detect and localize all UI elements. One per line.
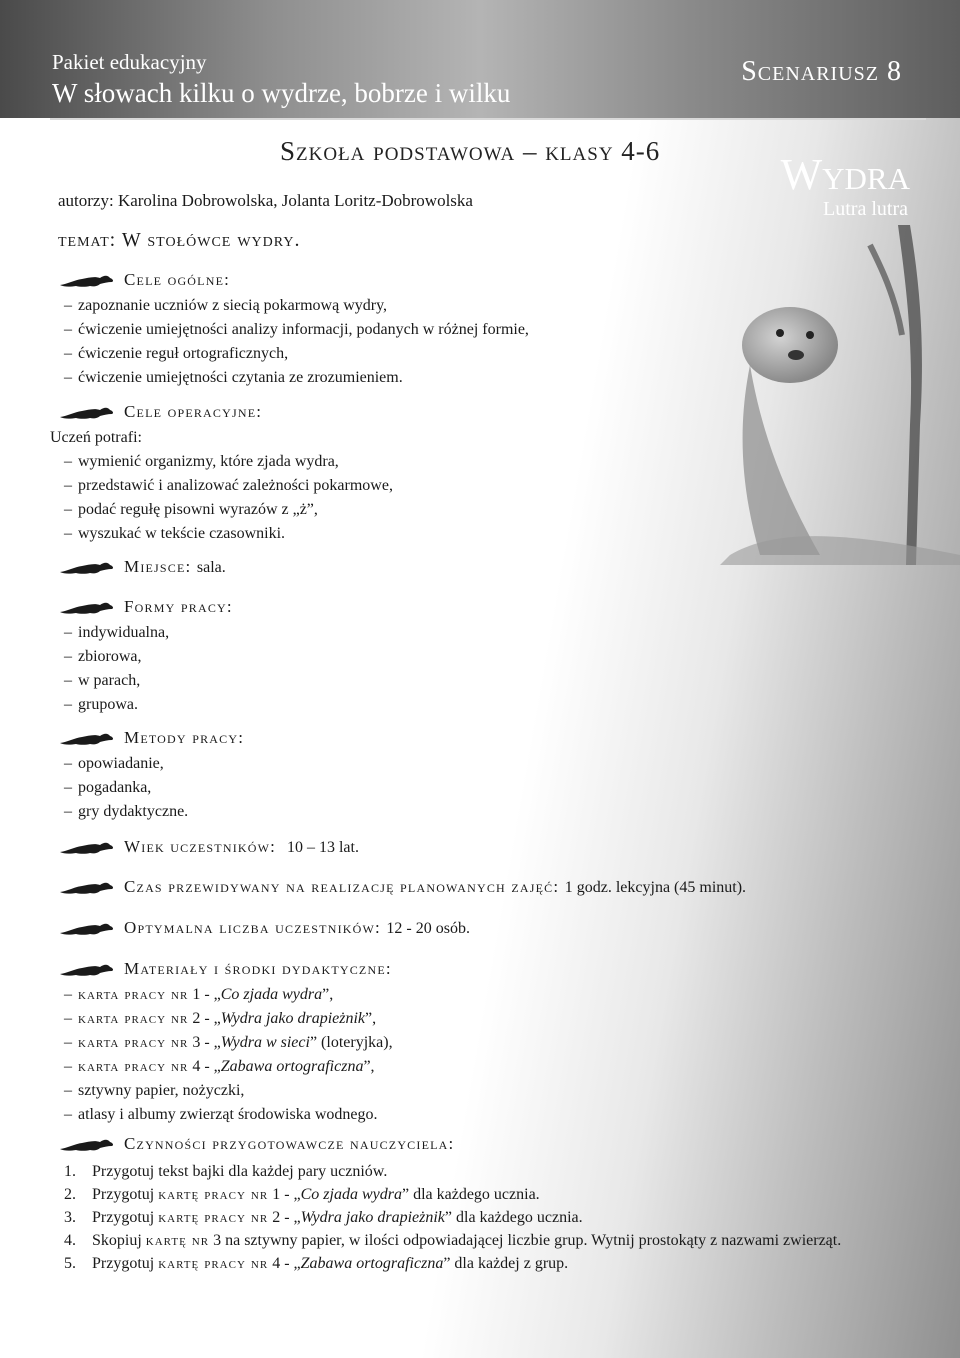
section-title: Wiek uczestników: (124, 837, 277, 856)
list-item: – zapoznanie uczniów z siecią pokarmową wydry, (58, 294, 529, 318)
list-item: – podać regułę pisowni wyrazów z „ż”, (58, 498, 393, 522)
list-item: – wyszukać w tekście czasowniki. (58, 522, 393, 546)
section-methods (58, 728, 244, 824)
section-general-goals (58, 270, 529, 390)
section-value: sala. (196, 559, 226, 576)
otter-icon (58, 879, 116, 895)
list-item: – ćwiczenie umiejętności analizy informacji, podanych w różnej formie, (58, 318, 529, 342)
list-item: – grupowa. (58, 693, 233, 717)
section-title: Metody pracy: (124, 728, 245, 747)
section-age (58, 837, 359, 857)
section-value: 10 – 13 lat. (286, 839, 359, 856)
otter-icon (58, 839, 116, 855)
section-place (58, 557, 226, 577)
school-level: Szkoła podstawowa – klasy 4-6 (280, 136, 661, 166)
worksheet-item: – karta pracy nr 1 - „Co zjada wydra”, (58, 983, 393, 1007)
section-title: Czynności przygotowawcze nauczyciela: (124, 1134, 455, 1153)
list-item: – ćwiczenie umiejętności czytania ze zrozumieniem. (58, 366, 529, 390)
prep-step: 5. Przygotuj kartę pracy nr 4 - „Zabawa ortograficzna” dla każdej z grup. (64, 1255, 569, 1272)
otter-icon (58, 404, 116, 420)
list-item: – przedstawić i analizować zależności pokarmowe, (58, 474, 393, 498)
otter-icon (58, 961, 116, 977)
list-item: – gry dydaktyczne. (58, 800, 244, 824)
section-title: Formy pracy: (124, 597, 233, 616)
otter-icon (58, 730, 116, 746)
scenario-label: Scenariusz 8 (741, 56, 902, 87)
list-item: – pogadanka, (58, 776, 244, 800)
header-title: W słowach kilku o wydrze, bobrze i wilku (52, 78, 511, 108)
list-item: – indywidualna, (58, 621, 233, 645)
lesson-topic: temat: W stołówce wydry. (58, 229, 301, 251)
section-value: 12 - 20 osób. (386, 920, 470, 937)
header-subtitle: Pakiet edukacyjny (52, 50, 207, 74)
section-title: Cele operacyjne: (124, 402, 263, 421)
prep-step: 2. Przygotuj kartę pracy nr 1 - „Co zjada wydra” dla każdego ucznia. (64, 1186, 540, 1203)
prep-step: 3. Przygotuj kartę pracy nr 2 - „Wydra jako drapieżnik” dla każdego ucznia. (64, 1209, 583, 1226)
list-item: – w parach, (58, 669, 233, 693)
otter-icon (58, 559, 116, 575)
section-title: Optymalna liczba uczestników: (124, 918, 381, 937)
section-operational-goals (50, 402, 393, 546)
otter-icon (58, 272, 116, 288)
section-intro: Uczeń potrafi: (50, 429, 142, 446)
worksheet-item: – karta pracy nr 3 - „Wydra w sieci” (loteryjka), (58, 1031, 393, 1055)
section-value: 1 godz. lekcyjna (45 minut). (564, 879, 747, 896)
list-item: – zbiorowa, (58, 645, 233, 669)
list-item: – ćwiczenie reguł ortograficznych, (58, 342, 529, 366)
section-title: Czas przewidywany na realizację planowanych zajęć: (124, 877, 560, 896)
list-item: – opowiadanie, (58, 752, 244, 776)
section-materials (58, 959, 393, 1127)
worksheet-item: – karta pracy nr 4 - „Zabawa ortograficzna”, (58, 1055, 393, 1079)
section-title: Miejsce: (124, 557, 192, 576)
list-item: – wymienić organizmy, które zjada wydra, (58, 450, 393, 474)
section-teacher-prep (58, 1134, 841, 1275)
species-name: Wydra (780, 150, 910, 199)
prep-step: 4. Skopiuj kartę nr 3 na sztywny papier, w ilości odpowiadającej liczbie grup. Wytnij prostokąty z nazwami zwierząt. (64, 1232, 842, 1249)
species-block (781, 152, 910, 220)
list-item: – atlasy i albumy zwierząt środowiska wodnego. (58, 1103, 393, 1127)
prep-step: 1. Przygotuj tekst bajki dla każdej pary uczniów. (64, 1163, 388, 1180)
list-item: – sztywny papier, nożyczki, (58, 1079, 393, 1103)
otter-icon (58, 1136, 116, 1152)
otter-icon (58, 599, 116, 615)
worksheet-item: – karta pracy nr 2 - „Wydra jako drapieżnik”, (58, 1007, 393, 1031)
section-count (58, 918, 470, 938)
section-time (58, 877, 746, 897)
authors: autorzy: Karolina Dobrowolska, Jolanta Loritz-Dobrowolska (58, 191, 473, 210)
header-divider (50, 118, 926, 120)
section-title: Materiały i środki dydaktyczne: (124, 959, 392, 978)
otter-icon (58, 920, 116, 936)
species-latin-name: Lutra lutra (823, 198, 908, 220)
section-work-forms (58, 597, 233, 717)
section-title: Cele ogólne: (124, 270, 231, 289)
otter-photo (720, 225, 960, 565)
